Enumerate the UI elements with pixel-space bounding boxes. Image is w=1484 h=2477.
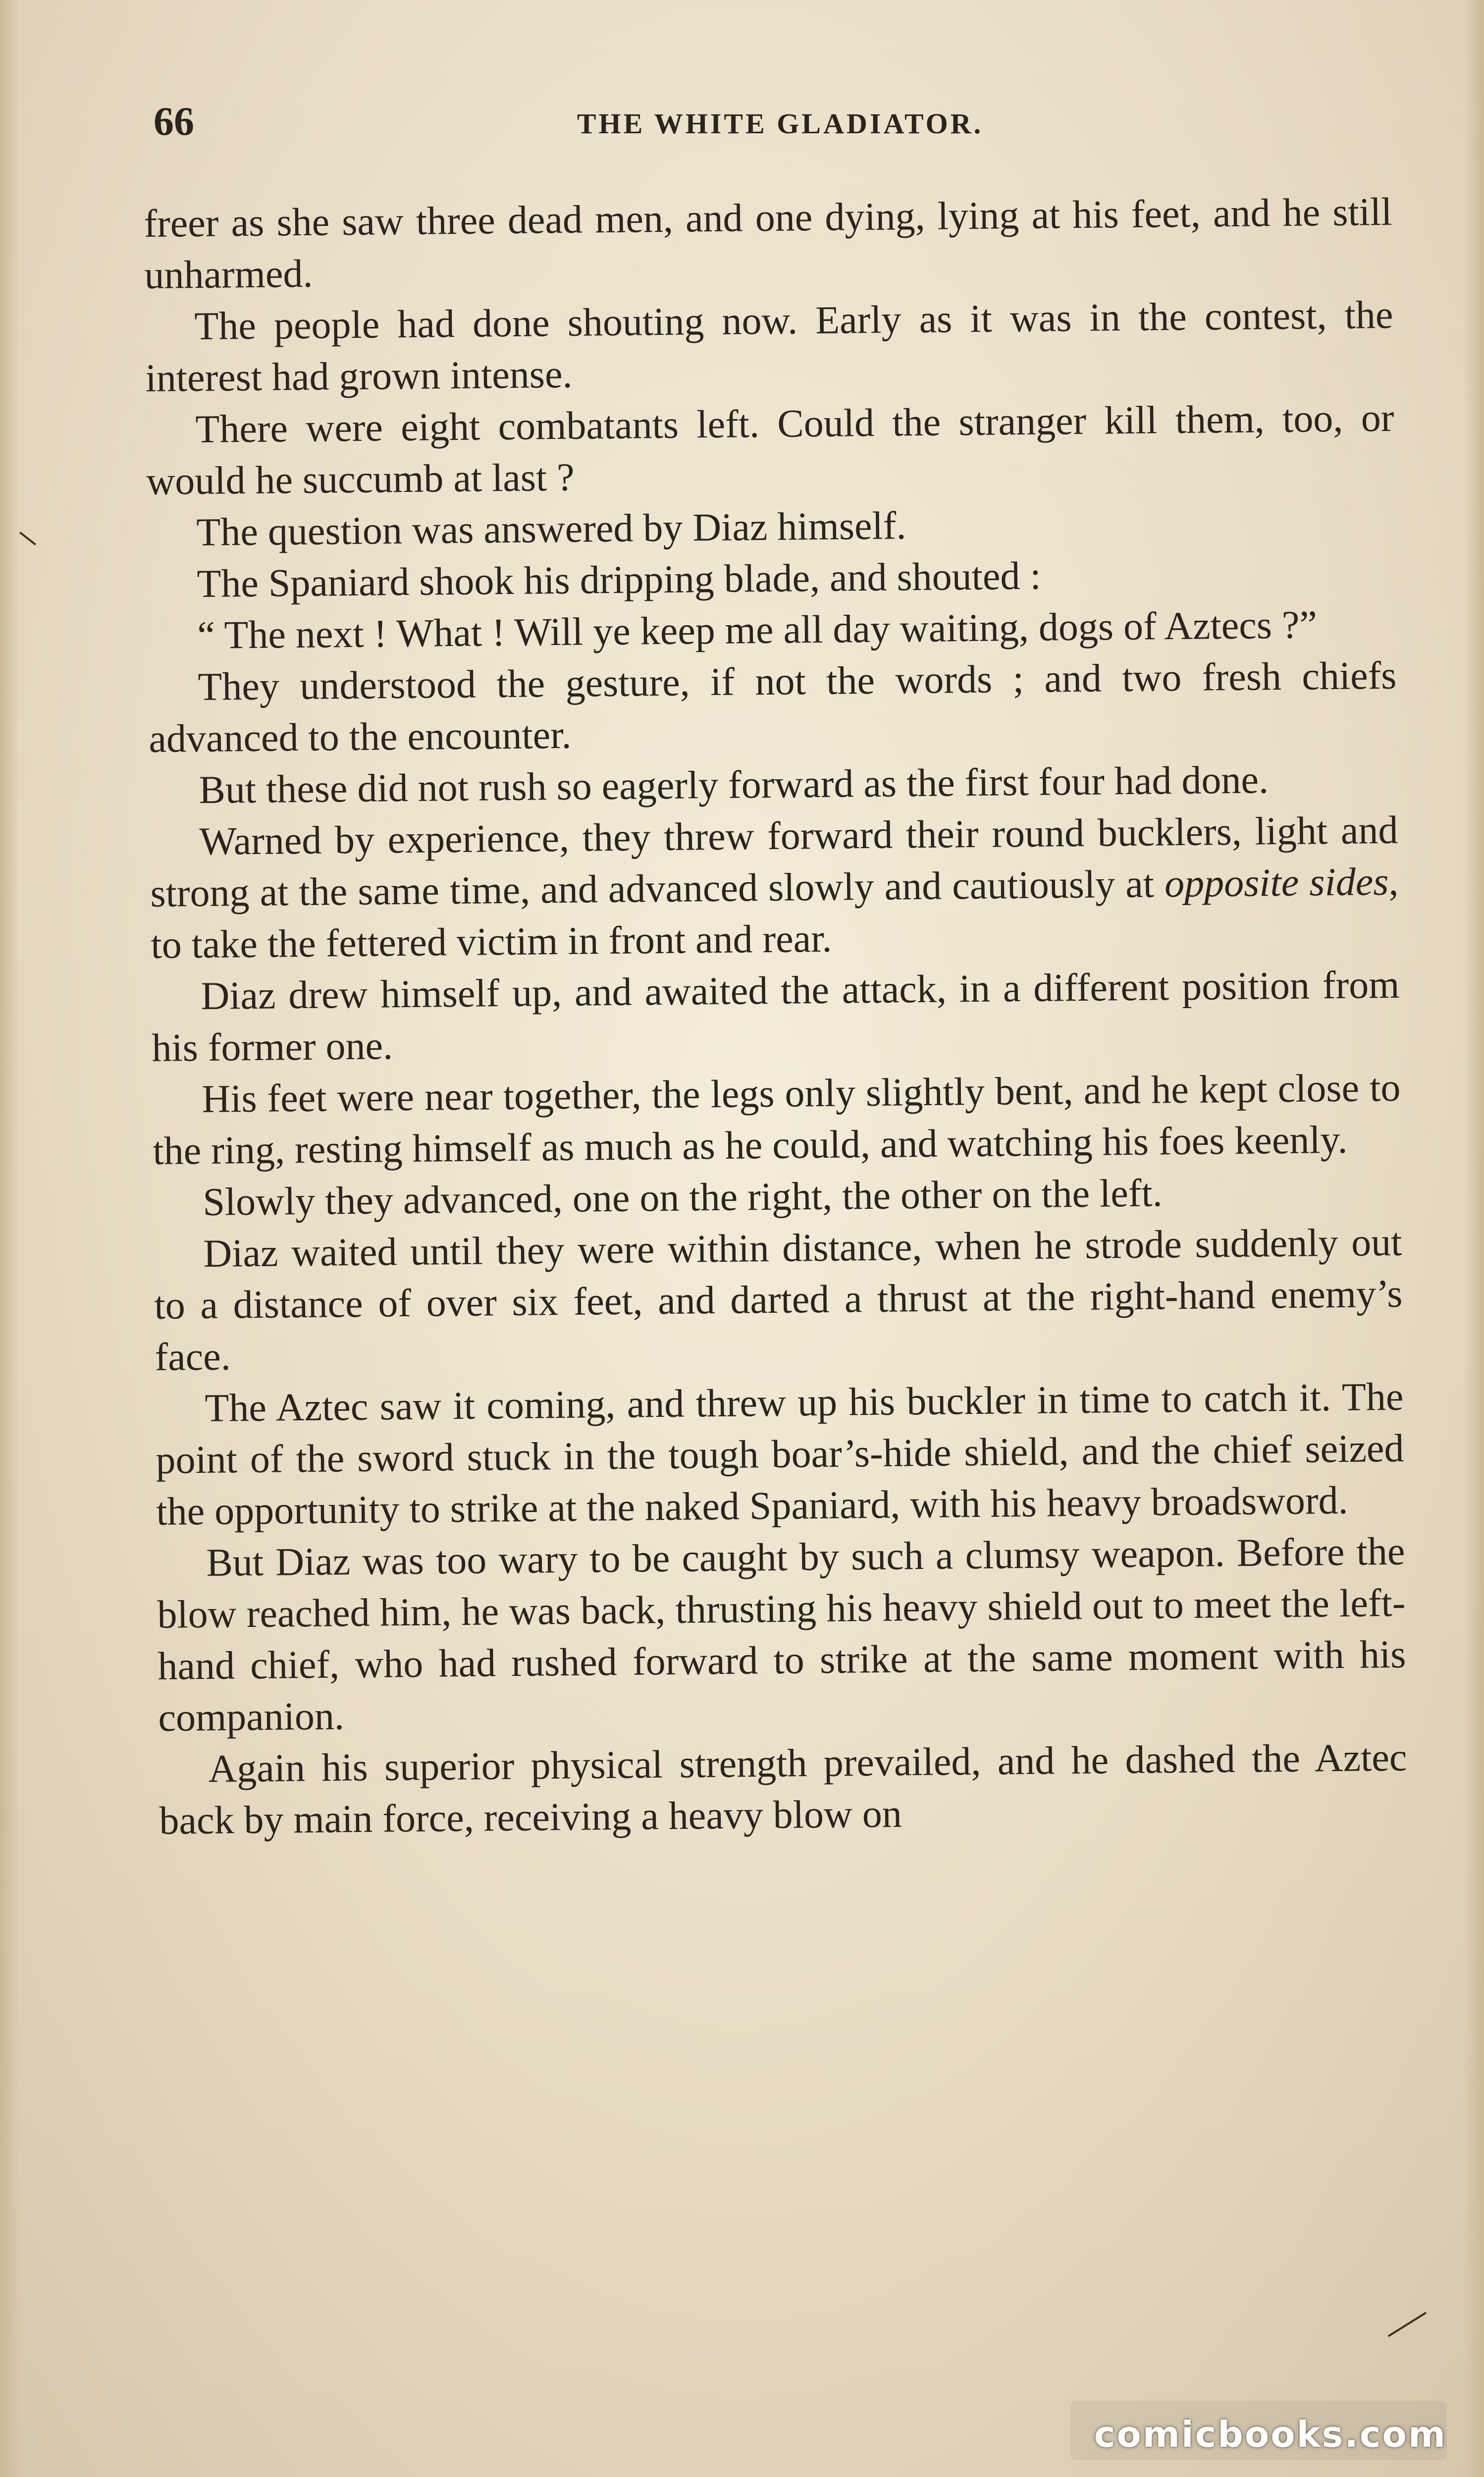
paragraph: The Aztec saw it coming, and threw up his buckler in time to catch it. The point of the sword stuck in the tough boar’s-hide shield, and the chief seized the opportunity to strike at the naked Spaniard, with his heavy broadsword. (156, 1375, 1404, 1534)
paragraph: The Spaniard shook his dripping blade, and shouted : (197, 554, 1042, 606)
paragraph-text: Warned by experience, they threw forward their round bucklers, light and strong at the same time, and advanced slowly and cautiously at (150, 808, 1398, 915)
paragraph: But Diaz was too wary to be caught by such a clumsy weapon. Before the blow reached him, he was back, thrusting his heavy shield out to meet the left-hand chief, who had rushed forward to strike at the same moment with his companion. (157, 1529, 1406, 1740)
paragraph: Diaz waited until they were within distance, when he strode suddenly out to a distance of over six feet, and darted a thrust at the right-hand enemy’s face. (154, 1220, 1403, 1379)
paragraph: Diaz drew himself up, and awaited the attack, in a different position from his former one. (152, 963, 1400, 1070)
page-number: 66 (154, 99, 194, 144)
paragraph: “ The next ! What ! Will ye keep me all day waiting, dogs of Aztecs ?” (197, 603, 1318, 657)
stray-pencil-mark (1388, 2312, 1427, 2337)
stray-pencil-mark (19, 532, 36, 545)
body-text (144, 186, 1408, 1847)
running-title: THE WHITE GLADIATOR. (577, 108, 984, 140)
italic-phrase: opposite sides (1164, 860, 1389, 906)
paragraph: Again his superior physical strength prevailed, and he dashed the Aztec back by main force, receiving a heavy blow on (159, 1735, 1407, 1843)
paragraph: The question was answered by Diaz himself. (196, 504, 906, 555)
paragraph-warned (150, 805, 1399, 971)
paragraph: Slowly they advanced, one on the right, the other on the left. (203, 1171, 1163, 1224)
paragraph-text: , to take the fettered victim in front and rear. (151, 860, 1399, 967)
paragraph: But these did not rush so eagerly forward as the first four had done. (199, 758, 1269, 812)
paragraph: freer as she saw three dead men, and one dying, lying at his feet, and he still unharmed. (144, 190, 1392, 297)
paragraph: His feet were near together, the legs only slightly bent, and he kept close to the ring, resting himself as much as he could, and watching his foes keenly. (153, 1066, 1401, 1173)
page-edge-shadow-left (0, 0, 20, 2477)
watermark-text: comicbooks.com (1094, 2414, 1447, 2455)
paragraph: The people had done shouting now. Early as it was in the contest, the interest had grown intense. (145, 293, 1393, 400)
page-edge-shadow-right (1464, 0, 1484, 2477)
paragraph: They understood the gesture, if not the words ; and two fresh chiefs advanced to the encounter. (149, 653, 1397, 761)
watermark (1070, 2401, 1447, 2460)
page-header (154, 94, 1407, 149)
paragraph: There were eight combatants left. Could the stranger kill them, too, or would he succumb at last ? (146, 396, 1394, 503)
